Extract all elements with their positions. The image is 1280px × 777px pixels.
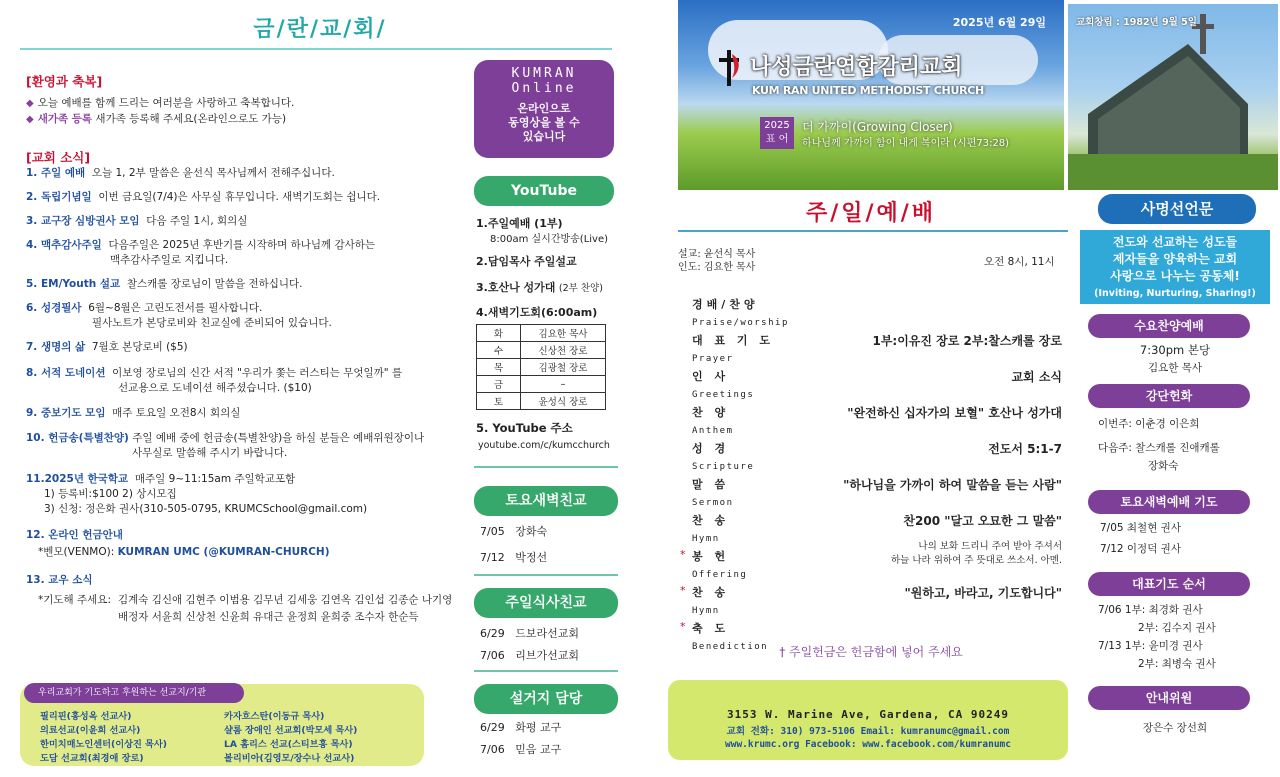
missions-col-1 — [40, 710, 167, 766]
sat-prayer-row: 7/12 이정덕 권사 — [1100, 543, 1181, 555]
yt-item-1: 1.주일예배 (1부) — [476, 217, 563, 230]
mission-item: 카자흐스탄(이동규 목사) — [224, 711, 325, 722]
news-item: 10. 헌금송(특별찬양) 주일 예배 중에 헌금송(특별찬양)을 하실 분들은 예배위원장이나 — [26, 432, 425, 444]
sat-fellowship-heading: 토요새벽친교 — [474, 486, 618, 516]
church-contact: 교회 전화: 310) 973-5106 Email: kumranumc@gmail.com — [726, 726, 1010, 737]
school-line-1: 1) 등록비:$100 2) 상시모집 — [44, 488, 177, 500]
meal-row: 6/29 드보라선교회 — [480, 627, 579, 640]
meal-fellowship-heading: 주일식사친교 — [474, 588, 618, 618]
welcome-heading: [환영과 축복] — [26, 74, 103, 89]
news-heading: [교회 소식] — [26, 150, 91, 165]
order-row: * 찬 송 Hymn "원하고, 바라고, 기도합니다" — [680, 584, 1062, 616]
order-row: 성 경 Scripture 전도서 5:1-7 — [692, 442, 1062, 472]
news-item: 2. 독립기념일 이번 금요일(7/4)은 사무실 휴무입니다. 새벽기도회는 쉽니다. — [26, 191, 381, 203]
motto-theme: 더 가까이(Growing Closer) — [802, 120, 953, 134]
stand-marker-icon: * — [680, 620, 686, 633]
mission-statement-heading: 사명선언문 — [1098, 194, 1256, 224]
hero-banner — [678, 0, 1064, 190]
mission-item: 샬롬 장애인 선교회(박모세 목사) — [224, 725, 358, 736]
news-item: 6. 성경필사 6월~8월은 고린도전서를 필사합니다. — [26, 302, 263, 314]
rep-prayer-row: 7/13 1부: 윤미경 권사 — [1098, 640, 1203, 652]
left-title: 금/란/교/회/ — [253, 17, 387, 42]
rep-prayer-heading: 대표기도 순서 — [1088, 572, 1250, 596]
yt-item-5: 5. YouTube 주소 — [476, 421, 573, 435]
church-photo — [1068, 4, 1278, 190]
venmo-line: *벤모(VENMO): KUMRAN UMC (@KUMRAN-CHURCH) — [38, 546, 330, 558]
table-row: 토 윤성식 장로 — [477, 393, 606, 410]
sat-row: 7/12 박정선 — [480, 551, 548, 564]
wed-time: 7:30pm 본당 — [1139, 343, 1211, 357]
church-building-icon — [1068, 4, 1278, 190]
order-row: 찬 송 Hymn 찬200 "달고 오묘한 그 말씀" — [692, 514, 1062, 544]
kumran-title: KUMRAN — [511, 66, 577, 81]
youtube-url[interactable]: youtube.com/c/kumcchurch — [478, 440, 610, 451]
table-row: 금 – — [477, 376, 606, 393]
flower-next-week-2: 장화숙 — [1148, 460, 1179, 472]
dish-row: 7/06 믿음 교구 — [480, 743, 562, 756]
rep-prayer-row: 2부: 김수지 권사 — [1138, 622, 1216, 634]
news-item: 5. EM/Youth 설교 찰스캐롤 장로님이 말씀을 전하십니다. — [26, 278, 303, 290]
worship-divider — [678, 230, 1068, 232]
order-row: 대 표 기 도 Prayer 1부:이유진 장로 2부:찰스캐롤 장로 — [692, 334, 1062, 364]
bulletin-date: 2025년 6월 29일 — [952, 16, 1046, 29]
order-row: * 봉 헌 Offering 나의 보화 드리니 주여 받아 주셔서 하늘 나라 위하여 주 뜻대로 쓰소서. 아멘. — [680, 541, 1062, 580]
sat-row: 7/05 장화숙 — [480, 525, 548, 538]
church-web[interactable]: www.krumc.org Facebook: www.facebook.com/kumranumc — [725, 739, 1011, 750]
table-row: 수 신상천 장로 — [477, 342, 606, 359]
rep-prayer-row: 2부: 최병숙 권사 — [1138, 658, 1216, 670]
yt-item-3: 3.호산나 성가대 (2부 찬양) — [476, 281, 603, 294]
members-line-1: 김계숙 김신애 김현주 이범용 김무년 김세웅 김연옥 김인섭 김종순 나기영 — [118, 594, 453, 606]
stand-marker-icon: * — [680, 548, 686, 561]
mission-item: 필리핀(홍성옥 선교사) — [40, 711, 132, 722]
online-offering-heading: 12. 온라인 헌금안내 — [26, 529, 123, 541]
members-label: *기도해 주세요: — [38, 594, 111, 606]
yt-item-2: 2.담임목사 주일설교 — [476, 255, 577, 268]
mission-item: 도담 선교회(최경애 장로) — [40, 753, 144, 764]
dawn-prayer-table — [476, 324, 606, 410]
diamond-icon: ◆ — [26, 98, 34, 109]
members-line-2: 배정자 서윤희 신상천 신윤희 유대근 윤정희 윤희중 조수자 한순득 — [118, 611, 419, 623]
mission-item: LA 홈리스 선교(스티브홍 목사) — [224, 739, 353, 750]
youtube-heading: YouTube — [474, 176, 614, 206]
wed-worship-heading: 수요찬양예배 — [1088, 314, 1250, 338]
church-address: 3153 W. Marine Ave, Gardena, CA 90249 — [726, 708, 1010, 721]
mid-divider — [474, 574, 618, 576]
established-date: 교회창립 : 1982년 9월 5일 — [1076, 17, 1197, 28]
order-row: 인 사 Greetings 교회 소식 — [692, 370, 1062, 400]
left-divider — [20, 48, 612, 50]
mid-divider — [474, 670, 618, 672]
welcome-line-2: ◆ 새가족 등록 새가족 등록해 주세요(온라인으로도 가능) — [26, 113, 287, 125]
worship-leaders: 설교: 윤선식 목사 인도: 김요한 목사 — [678, 249, 756, 273]
school-line-2: 3) 신청: 정은화 권사(310-505-0795, KRUMCSchool@gmail.com) — [44, 503, 368, 515]
cross-flame-icon — [714, 48, 744, 88]
wed-leader: 김요한 목사 — [1147, 362, 1203, 374]
news-item: 7. 생명의 삶 7월호 본당로비 ($5) — [26, 341, 188, 353]
motto-year-badge: 2025 표 어 — [760, 117, 794, 149]
news-item: 3. 교구장 심방권사 모임 다음 주일 1시, 회의실 — [26, 215, 248, 227]
news-item: 4. 맥추감사주일 다음주일은 2025년 후반기를 시작하며 하나님께 감사하는 — [26, 239, 376, 251]
online-title: Online — [511, 81, 577, 96]
news-item-cont: 사무실로 말씀해 주시기 바랍니다. — [132, 447, 288, 459]
order-row: 찬 양 Anthem "완전하신 십자가의 보혈" 호산나 성가대 — [692, 406, 1062, 436]
church-name-ko: 나성금란연합감리교회 — [750, 55, 963, 80]
sat-prayer-row: 7/05 최철현 권사 — [1100, 522, 1181, 534]
rep-prayer-row: 7/06 1부: 최경화 권사 — [1098, 604, 1203, 616]
news-item-cont: 필사노트가 본당로비와 친교실에 준비되어 있습니다. — [92, 317, 332, 329]
motto-verse: 하나님께 가까이 함이 내게 복이라 (시편73:28) — [802, 138, 1010, 149]
news-item-cont: 선교용으로 도네이션 해주셨습니다. ($10) — [118, 382, 312, 394]
flower-next-week: 다음주: 찰스캐롤 진애캐롤 — [1098, 442, 1220, 454]
meal-row: 7/06 리브가선교회 — [480, 649, 579, 662]
ushers: 장은수 장선희 — [1142, 722, 1208, 734]
order-of-service — [678, 296, 1068, 656]
mid-divider — [474, 466, 618, 468]
news-item: 9. 중보기도 모임 매주 토요일 오전8시 회의실 — [26, 407, 241, 419]
order-row: 말 씀 Sermon "하나님을 가까이 하여 말씀을 듣는 사람" — [692, 478, 1062, 508]
order-row: * 축 도 Benediction — [680, 620, 769, 652]
news-item: 8. 서적 도네이션 이보영 장로님의 신간 서적 "우리가 쫓는 러스티는 무엇일까" 를 — [26, 367, 403, 379]
yt-item-4: 4.새벽기도회(6:00am) — [476, 306, 598, 319]
mission-item: 한미치매노인센터(이상진 목사) — [40, 739, 167, 750]
news-item: 1. 주일 예배 오늘 1, 2부 말씀은 윤선식 목사님께서 전해주십니다. — [26, 167, 335, 179]
welcome-line-1: ◆ 오늘 예배를 함께 드리는 여러분을 사랑하고 축복합니다. — [26, 97, 295, 109]
kumran-online-box — [474, 60, 614, 158]
order-row: 경배/찬양 Praise/worship — [692, 298, 789, 328]
offering-note: † 주일헌금은 헌금함에 넣어 주세요 — [779, 645, 963, 659]
news-item-cont: 맥추감사주일로 지킵니다. — [110, 254, 229, 266]
stand-marker-icon: * — [680, 584, 686, 597]
worship-title: 주/일/예/배 — [805, 201, 937, 226]
offering-hymn-text: 나의 보화 드리니 주여 받아 주셔서 하늘 나라 위하여 주 뜻대로 쓰소서. 아멘. — [891, 541, 1062, 566]
usher-heading: 안내위원 — [1088, 686, 1250, 710]
worship-times: 오전 8시, 11시 — [984, 256, 1055, 268]
mission-item: 의료선교(이윤희 선교사) — [40, 725, 141, 736]
dish-duty-heading: 설거지 담당 — [474, 684, 618, 714]
flower-this-week: 이번주: 이춘경 이은희 — [1098, 418, 1200, 430]
church-name-en: KUM RAN UNITED METHODIST CHURCH — [752, 84, 984, 97]
missions-col-2 — [224, 710, 357, 766]
table-row: 화 김요한 목사 — [477, 325, 606, 342]
sat-prayer-heading: 토요새벽예배 기도 — [1088, 490, 1250, 514]
mission-item: 볼리비아(김영모/장수나 선교사) — [224, 753, 355, 764]
mission-statement: 전도와 선교하는 성도들 제자들을 양육하는 교회 사랑으로 나누는 공동체! (Inviting, Nurturing, Sharing!) — [1080, 230, 1270, 304]
school-item: 11.2025년 한국학교 매주일 9~11:15am 주일학교포함 — [26, 473, 296, 485]
members-heading: 13. 교우 소식 — [26, 574, 93, 586]
table-row: 목 김광철 장로 — [477, 359, 606, 376]
yt-item-1b: 8:00am 실시간방송(Live) — [490, 234, 609, 245]
address-box — [668, 680, 1068, 760]
missions-heading: 우리교회가 기도하고 후원하는 선교지/기관 — [24, 683, 244, 703]
diamond-icon: ◆ — [26, 114, 34, 125]
altar-flower-heading: 강단헌화 — [1088, 384, 1250, 408]
dish-row: 6/29 화평 교구 — [480, 721, 562, 734]
kumran-desc: 온라인으로 동영상을 볼 수 있습니다 — [508, 102, 580, 143]
